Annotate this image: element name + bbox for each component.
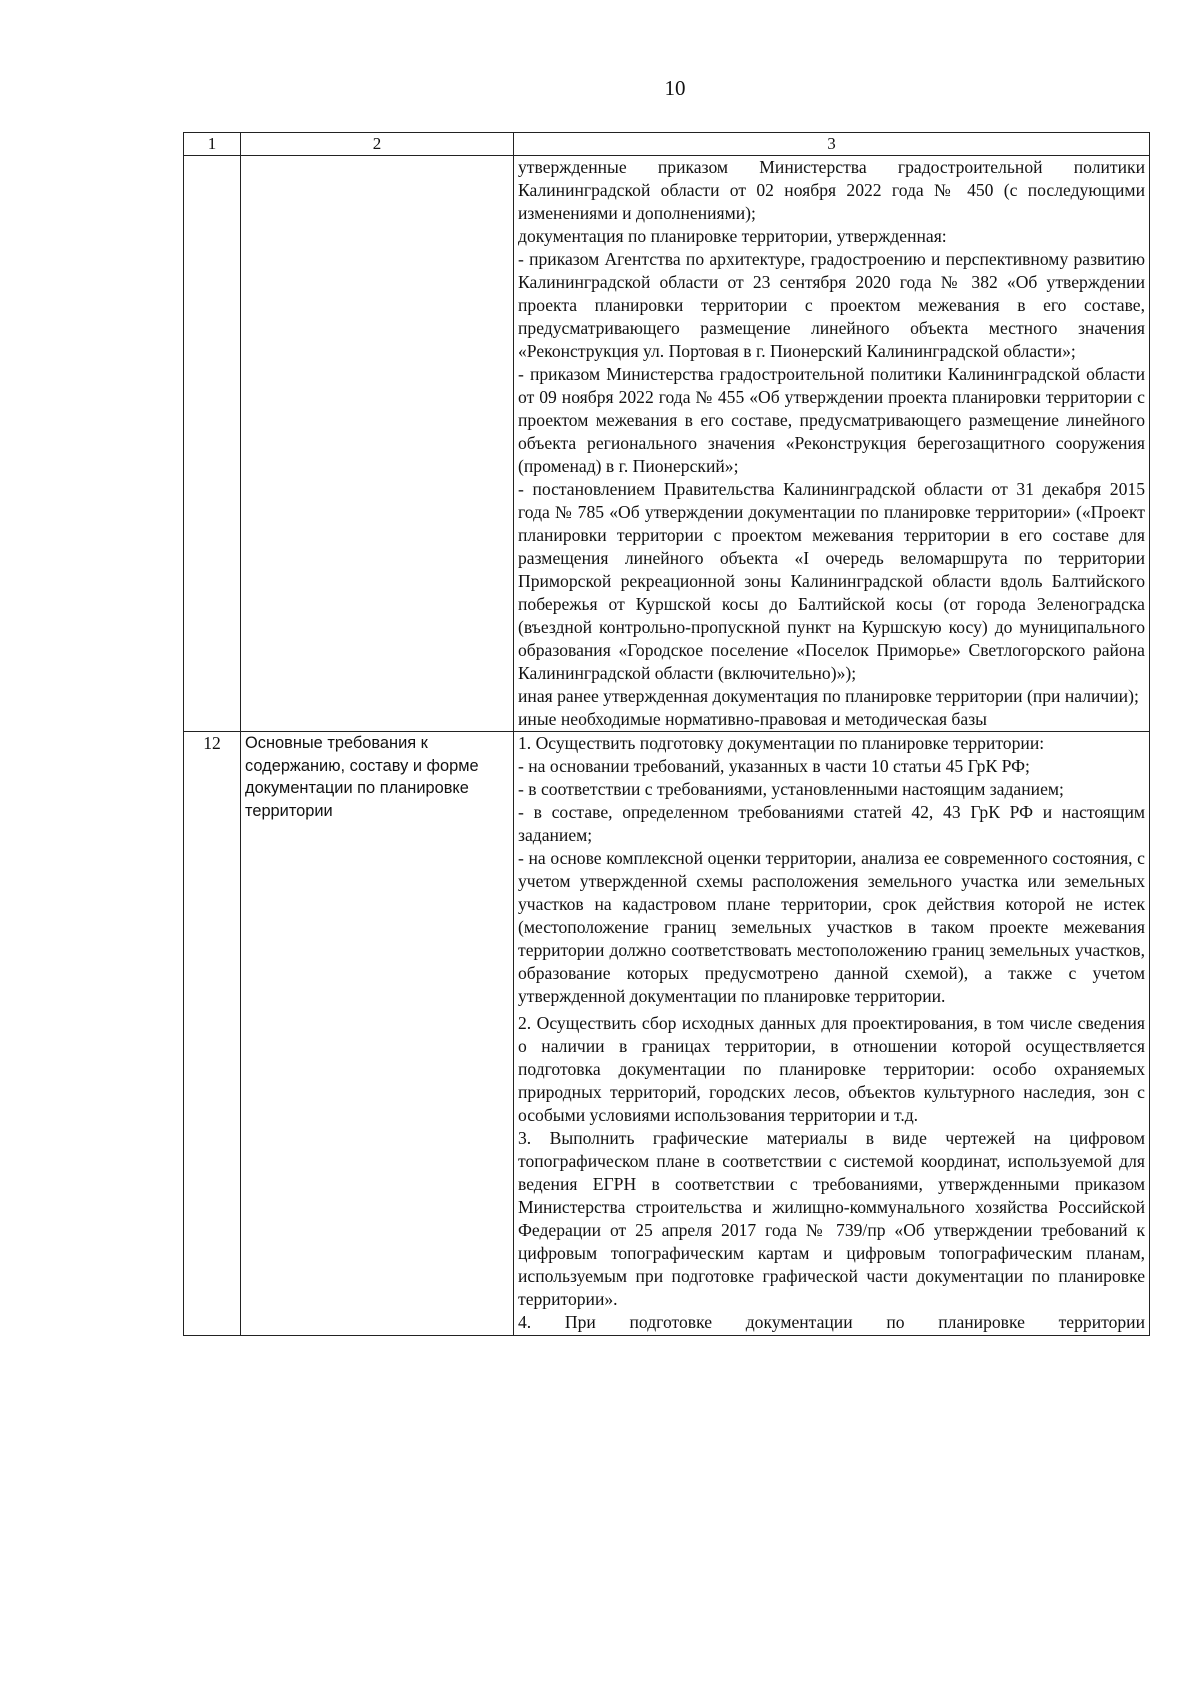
row-name: Основные требования к содержанию, составу и форме документации по планировке территории [241, 732, 514, 1336]
paragraph: - постановлением Правительства Калининградской области от 31 декабря 2015 года № 785 «Об утверждении документации по планировке территории» («Проект планировки территории с проектом межевания территории в его составе для размещения линейного объекта «I очередь веломаршрута по территории Приморской рекреационной зоны Калининградской области вдоль Балтийского побережья от Куршской косы до Балтийской косы (от города Зеленоградска (въездной контрольно-пропускной пункт на Куршскую косу) до муниципального образования «Городское поселение «Поселок Приморье» Светлогорского района Калининградской области (включительно)»); [518, 479, 1145, 683]
paragraph: - на основе комплексной оценки территории, анализа ее современного состояния, с учетом утвержденной схемы расположения земельного участка или земельных участков на кадастровом плане территории, срок действия которой не истек (местоположение границ земельных участков в таком проекте межевания территории должно соответствовать местоположению границ земельных участков, образование которых предусмотрено данной схемой), а также с учетом утвержденной документации по планировке территории. [518, 848, 1145, 1006]
paragraph: документация по планировке территории, утвержденная: [518, 226, 947, 246]
row-name [241, 156, 514, 732]
table-row-12 [184, 732, 1150, 1336]
paragraph: 4. При подготовке документации по планировке территории [518, 1312, 1145, 1332]
paragraph: 2. Осуществить сбор исходных данных для проектирования, в том числе сведения о наличии в границах территории, в отношении которой осуществляется подготовка документации по планировке территории: особо охраняемых природных территорий, городских лесов, объектов культурного наследия, зон с особыми условиями использования территории и т.д. [518, 1013, 1145, 1125]
row-number [184, 156, 241, 732]
table-row-continuation [184, 156, 1150, 732]
paragraph: - в соответствии с требованиями, установленными настоящим заданием; [518, 779, 1064, 799]
paragraph: - на основании требований, указанных в части 10 статьи 45 ГрК РФ; [518, 756, 1030, 776]
paragraph: 3. Выполнить графические материалы в виде чертежей на цифровом топографическом плане в соответствии с системой координат, используемой для ведения ЕГРН в соответствии с требованиями, утвержденными приказом Министерства строительства и жилищно-коммунального хозяйства Российской Федерации от 25 апреля 2017 года № 739/пр «Об утверждении требований к цифровым топографическим картам и цифровым топографическим планам, используемым при подготовке графической части документации по планировке территории». [518, 1128, 1145, 1309]
header-col-1: 1 [184, 133, 241, 156]
row-content [514, 156, 1150, 732]
paragraph: - приказом Министерства градостроительной политики Калининградской области от 09 ноября 2022 года № 455 «Об утверждении проекта планировки территории с проектом межевания в его составе, предусматривающего размещение линейного объекта регионального значения «Реконструкция берегозащитного сооружения (променад) в г. Пионерский»; [518, 364, 1145, 476]
paragraph: - в составе, определенном требованиями статей 42, 43 ГрК РФ и настоящим заданием; [518, 802, 1145, 845]
header-col-2: 2 [241, 133, 514, 156]
paragraph: 1. Осуществить подготовку документации по планировке территории: [518, 733, 1045, 753]
row-content [514, 732, 1150, 1336]
paragraph: утвержденные приказом Министерства градостроительной политики Калининградской области от 02 ноября 2022 года № 450 (с последующими изменениями и дополнениями); [518, 157, 1145, 223]
page-number: 10 [664, 76, 686, 100]
row-number: 12 [184, 732, 241, 1336]
paragraph: иные необходимые нормативно-правовая и методическая базы [518, 709, 987, 729]
table-header-row [184, 133, 1150, 156]
paragraph: иная ранее утвержденная документация по планировке территории (при наличии); [518, 686, 1139, 706]
requirements-table [183, 132, 1150, 1336]
paragraph: - приказом Агентства по архитектуре, градостроению и перспективному развитию Калининградской области от 23 сентября 2020 года № 382 «Об утверждении проекта планировки территории с проектом межевания в его составе, предусматривающего размещение линейного объекта местного значения «Реконструкция ул. Портовая в г. Пионерский Калининградской области»; [518, 249, 1145, 361]
header-col-3: 3 [514, 133, 1150, 156]
